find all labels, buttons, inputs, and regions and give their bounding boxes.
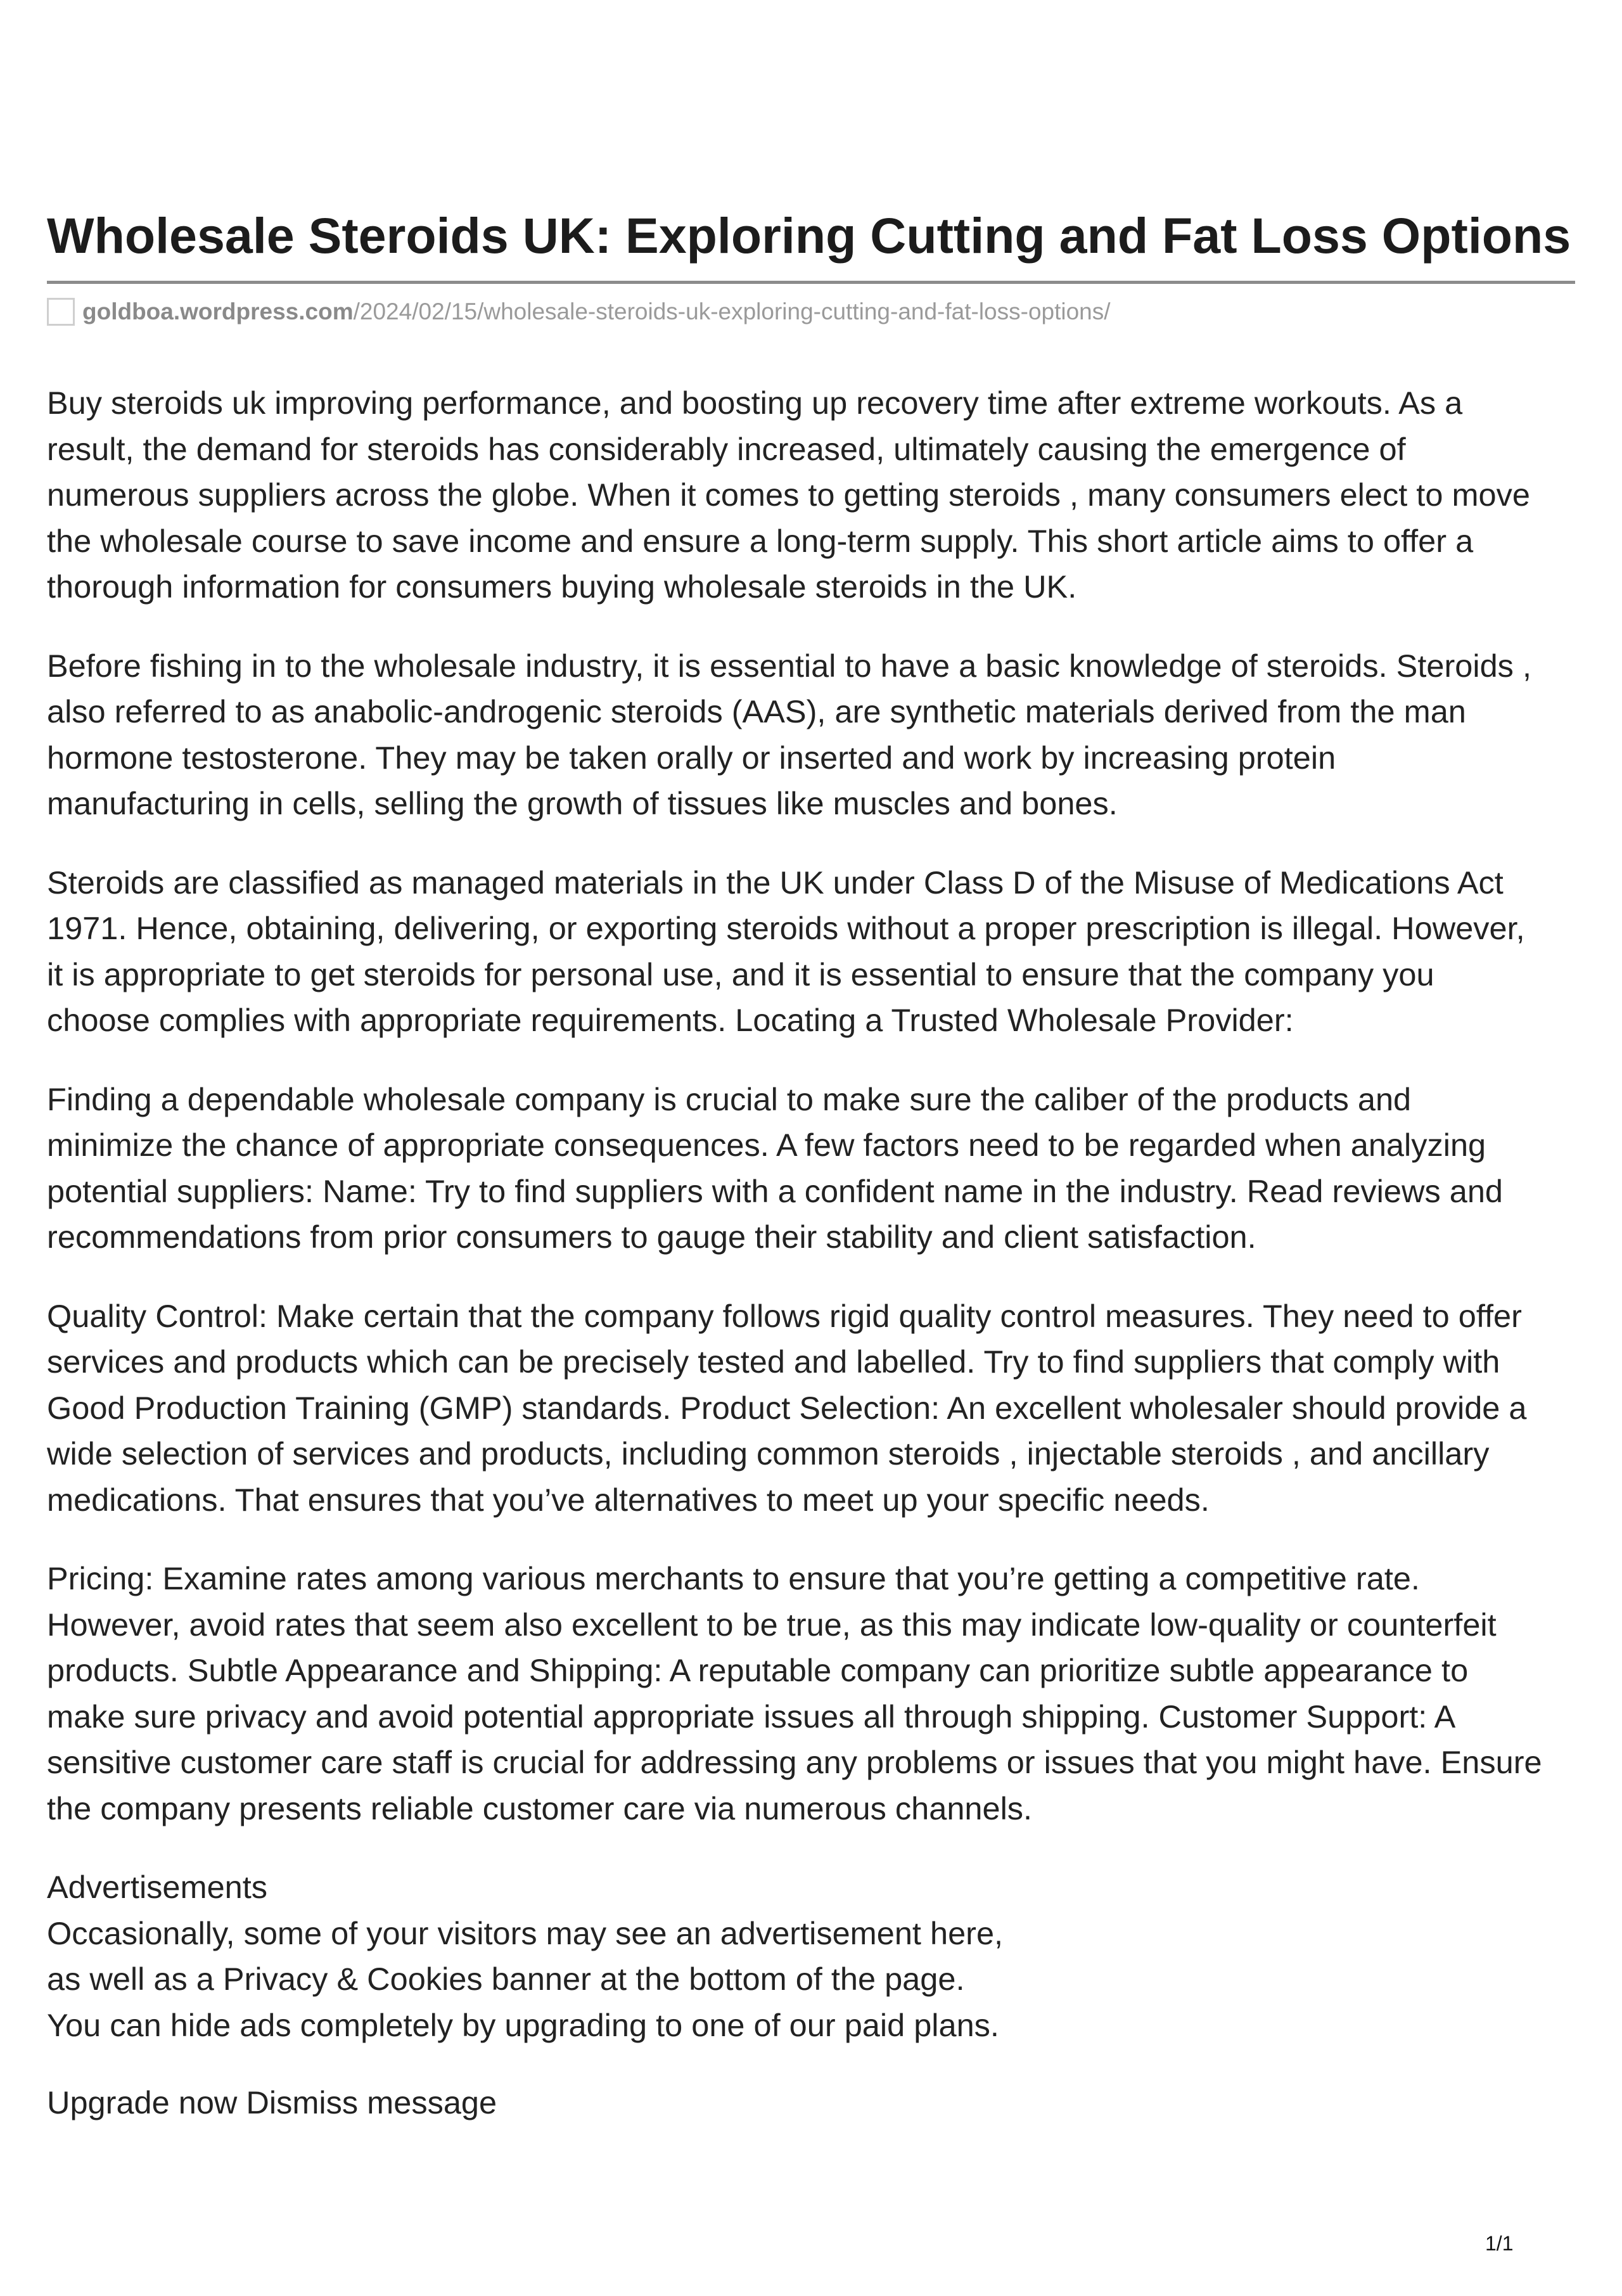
paragraph-line: potential suppliers: Name: Try to find suppliers with a confident name in the industry. Read reviews and (47, 1172, 1503, 1209)
paragraph-line: the company presents reliable customer care via numerous channels. (47, 1790, 1033, 1826)
paragraph-line: Buy steroids uk improving performance, and boosting up recovery time after extreme workouts. As a (47, 385, 1463, 421)
paragraph-line: it is appropriate to get steroids for personal use, and it is essential to ensure that the company you (47, 956, 1434, 992)
paragraph-line: minimize the chance of appropriate consequences. A few factors need to be regarded when analyzing (47, 1127, 1486, 1163)
paragraph-line: manufacturing in cells, selling the growth of tissues like muscles and bones. (47, 785, 1118, 821)
paragraph-line: products. Subtle Appearance and Shipping: A reputable company can prioritize subtle appearance to (47, 1652, 1469, 1688)
source-path: /2024/02/15/wholesale-steroids-uk-exploring-cutting-and-fat-loss-options/ (353, 298, 1111, 324)
page-number: 1/1 (1485, 2232, 1514, 2255)
paragraph-line: sensitive customer care staff is crucial for addressing any problems or issues that you might have. Ensure (47, 1744, 1542, 1780)
paragraph-line: make sure privacy and avoid potential appropriate issues all through shipping. Customer Support: A (47, 1698, 1456, 1735)
ad-notice (47, 1864, 1593, 2048)
paragraph-line: hormone testosterone. They may be taken orally or inserted and work by increasing protein (47, 739, 1336, 776)
ad-notice-line: Occasionally, some of your visitors may see an advertisement here, (47, 1914, 1004, 1951)
paragraph-supplier (47, 1077, 1593, 1260)
dismiss-message-link[interactable]: Dismiss message (246, 2084, 497, 2120)
paragraph-quality (47, 1293, 1593, 1523)
paragraph-legal (47, 860, 1593, 1044)
paragraph-line: Quality Control: Make certain that the company follows rigid quality control measures. They need to offer (47, 1297, 1522, 1334)
paragraph-line: thorough information for consumers buying wholesale steroids in the UK. (47, 568, 1077, 605)
favicon-placeholder-icon (47, 298, 75, 326)
upgrade-now-link[interactable]: Upgrade now (47, 2084, 238, 2120)
ad-notice-actions (47, 2080, 1593, 2126)
paragraph-line: result, the demand for steroids has considerably increased, ultimately causing the emergence of (47, 430, 1406, 467)
paragraph-line: the wholesale course to save income and ensure a long-term supply. This short article aims to offer a (47, 522, 1474, 559)
paragraph-background (47, 643, 1593, 827)
paragraph-line: Before fishing in to the wholesale industry, it is essential to have a basic knowledge of steroids. Steroids , (47, 647, 1531, 684)
source-url-link[interactable] (82, 295, 1111, 328)
paragraph-line: Pricing: Examine rates among various merchants to ensure that you’re getting a competitive rate. (47, 1560, 1420, 1596)
paragraph-line: However, avoid rates that seem also excellent to be true, as this may indicate low-quality or counterfeit (47, 1606, 1497, 1643)
paragraph-line: wide selection of services and products, including common steroids , injectable steroids , and ancillary (47, 1435, 1490, 1472)
paragraph-line: recommendations from prior consumers to gauge their stability and client satisfaction. (47, 1219, 1256, 1255)
paragraph-line: numerous suppliers across the globe. When it comes to getting steroids , many consumers elect to move (47, 477, 1530, 513)
ad-notice-line: as well as a Privacy & Cookies banner at the bottom of the page. (47, 1961, 965, 1997)
paragraph-line: Steroids are classified as managed materials in the UK under Class D of the Misuse of Medications Act (47, 864, 1504, 901)
article-title: Wholesale Steroids UK: Exploring Cutting and Fat Loss Options (47, 207, 1571, 264)
paragraph-line: services and products which can be precisely tested and labelled. Try to find suppliers that comply with (47, 1344, 1500, 1380)
paragraph-line: choose complies with appropriate requirements. Locating a Trusted Wholesale Provider: (47, 1002, 1294, 1038)
paragraph-line: medications. That ensures that you’ve alternatives to meet up your specific needs. (47, 1481, 1210, 1518)
paragraph-line: Good Production Training (GMP) standards. Product Selection: An excellent wholesaler should provide a (47, 1389, 1527, 1426)
paragraph-line: 1971. Hence, obtaining, delivering, or exporting steroids without a proper prescription is illegal. However, (47, 910, 1525, 946)
paragraph-pricing (47, 1556, 1593, 1831)
article-body (47, 380, 1593, 2126)
ad-notice-line: You can hide ads completely by upgrading to one of our paid plans. (47, 2006, 999, 2043)
title-divider (47, 281, 1575, 284)
paragraph-intro (47, 380, 1593, 610)
paragraph-line: also referred to as anabolic-androgenic steroids (AAS), are synthetic materials derived from the man (47, 693, 1466, 729)
paragraph-line: Finding a dependable wholesale company is crucial to make sure the caliber of the products and (47, 1081, 1412, 1117)
source-line (47, 295, 1111, 328)
ad-notice-heading: Advertisements (47, 1869, 268, 1905)
source-domain: goldboa.wordpress.com (82, 298, 354, 324)
